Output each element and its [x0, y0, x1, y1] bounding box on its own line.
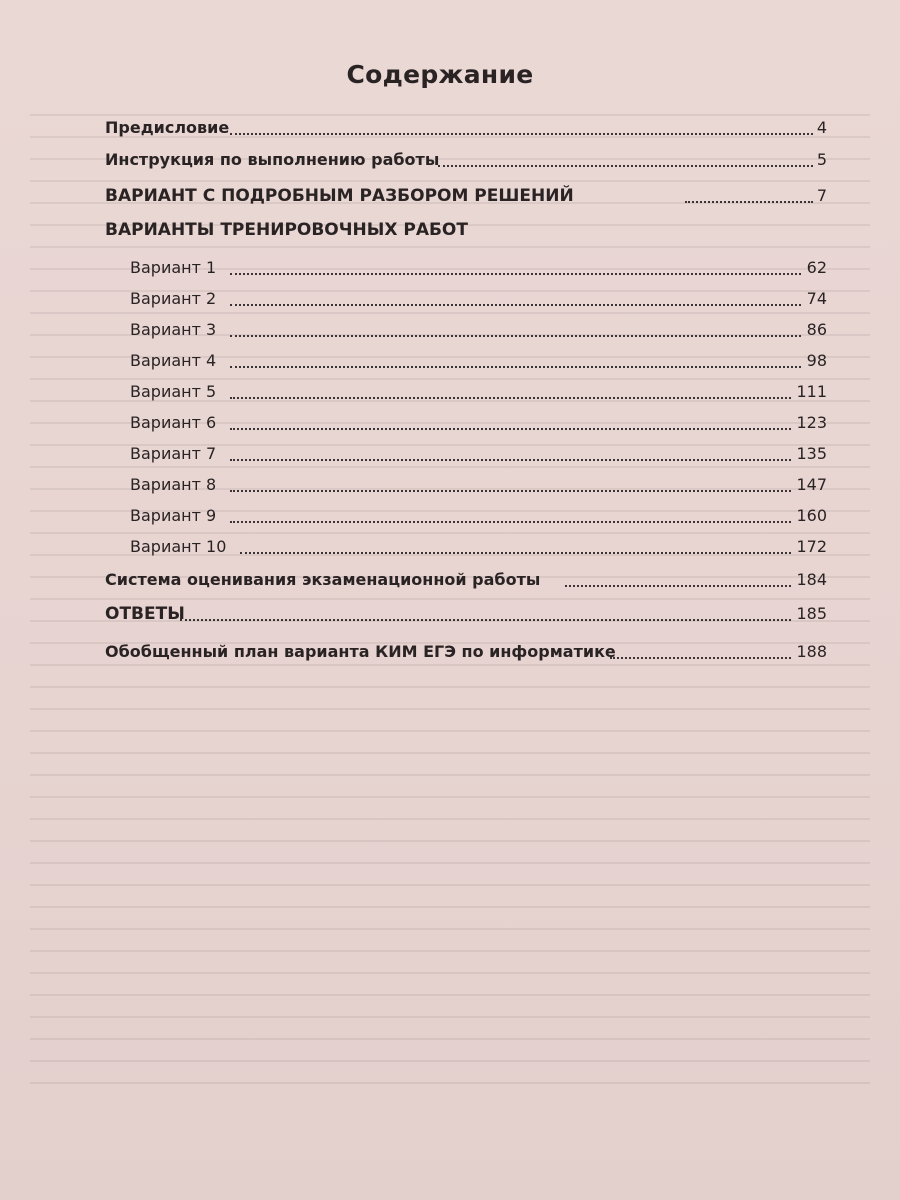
toc-entry-label: Система оценивания экзаменационной работы: [105, 570, 541, 589]
toc-entry-detailed-variant: [105, 182, 827, 210]
toc-entry-label: Вариант 10: [130, 537, 227, 556]
toc-entry-preface: [105, 114, 827, 142]
toc-leader-dots: [685, 175, 813, 203]
toc-entry-page: 7: [816, 186, 827, 205]
toc-leader-dots: [230, 464, 791, 492]
toc-leader-dots: [565, 559, 791, 587]
toc-entry-label: Вариант 7: [130, 444, 217, 463]
toc-entry-label: Вариант 8: [130, 475, 217, 494]
toc-entry-page: 4: [816, 118, 827, 137]
toc-entry-page: 135: [796, 444, 827, 463]
toc-entry-page: 185: [796, 604, 827, 623]
toc-entry-page: 98: [806, 351, 827, 370]
toc-entry-grading: [105, 566, 827, 594]
toc-entry-label: Вариант 6: [130, 413, 217, 432]
toc-entry-label: Предисловие: [105, 118, 230, 137]
toc-leader-dots: [230, 309, 801, 337]
toc-entry-answers: [105, 600, 827, 628]
toc-entry-label: Вариант 2: [130, 289, 217, 308]
toc-leader-dots: [240, 526, 791, 554]
toc-leader-dots: [230, 340, 801, 368]
toc-leader-dots: [230, 433, 791, 461]
toc-entry-label: Вариант 3: [130, 320, 217, 339]
toc-entry-page: 5: [816, 150, 827, 169]
toc-entry-label: ОТВЕТЫ: [105, 604, 185, 624]
toc-entry-page: 86: [806, 320, 827, 339]
page-title: Содержание: [346, 60, 534, 89]
toc-entry-page: 188: [796, 642, 827, 661]
toc-entry-label: Вариант 1: [130, 258, 217, 277]
toc-entry-label: Вариант 5: [130, 382, 217, 401]
toc-entry-plan: [105, 638, 827, 666]
toc-entry-page: 111: [796, 382, 827, 401]
toc-leader-dots: [180, 593, 791, 621]
toc-entry-label: Вариант 4: [130, 351, 217, 370]
toc-section-heading: ВАРИАНТЫ ТРЕНИРОВОЧНЫХ РАБОТ: [105, 220, 468, 240]
toc-leader-dots: [230, 402, 791, 430]
toc-entry-page: 160: [796, 506, 827, 525]
toc-leader-dots: [230, 107, 813, 135]
toc-entry-page: 147: [796, 475, 827, 494]
toc-leader-dots: [230, 247, 801, 275]
toc-entry-page: 74: [806, 289, 827, 308]
toc-entry-page: 123: [796, 413, 827, 432]
toc-entry-page: 62: [806, 258, 827, 277]
toc-leader-dots: [230, 371, 791, 399]
toc-entry-page: 184: [796, 570, 827, 589]
toc-entry-label: Обобщенный план варианта КИМ ЕГЭ по информатике: [105, 642, 616, 661]
toc-entry-label: ВАРИАНТ С ПОДРОБНЫМ РАЗБОРОМ РЕШЕНИЙ: [105, 186, 574, 206]
toc-leader-dots: [610, 631, 791, 659]
toc-entry-label: Вариант 9: [130, 506, 217, 525]
toc-leader-dots: [230, 495, 791, 523]
toc-entry-variant-10: [130, 533, 827, 561]
toc-leader-dots: [230, 278, 801, 306]
toc-entry-page: 172: [796, 537, 827, 556]
toc-leader-dots: [438, 139, 813, 167]
toc-entry-label: Инструкция по выполнению работы: [105, 150, 440, 169]
toc-entry-instructions: [105, 146, 827, 174]
